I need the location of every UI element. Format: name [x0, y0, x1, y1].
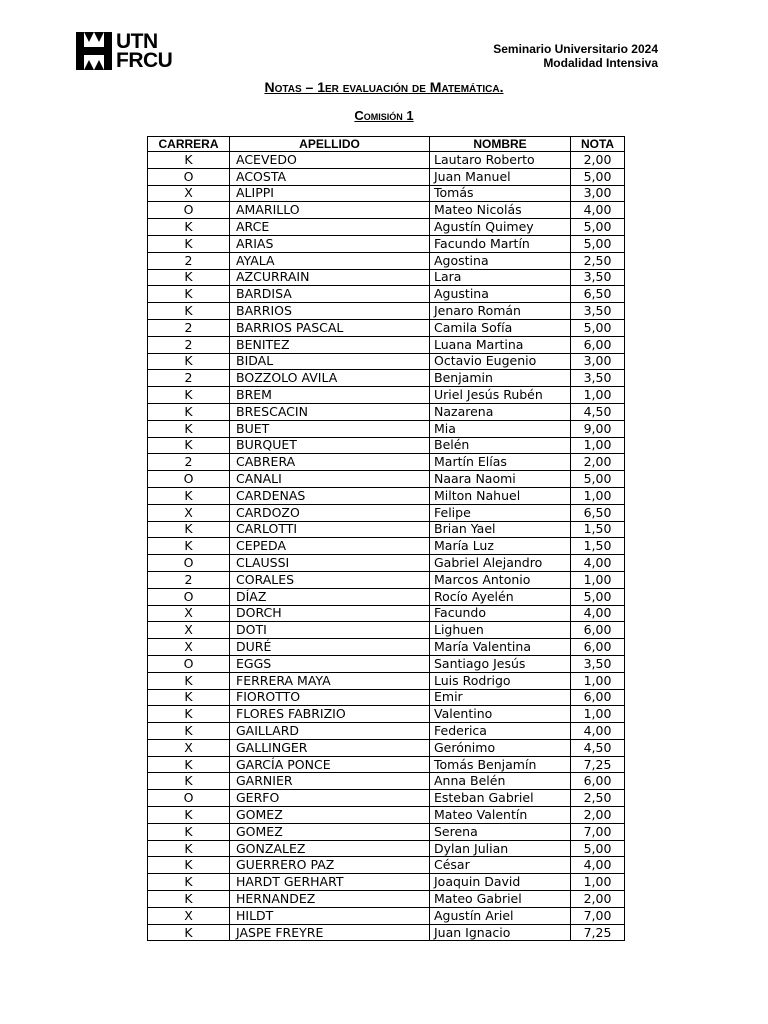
column-header-carrera: CARRERA	[148, 137, 230, 152]
cell-nota: 5,00	[571, 840, 625, 857]
cell-nota: 2,50	[571, 790, 625, 807]
cell-carrera: K	[148, 387, 230, 404]
cell-apellido: ARCE	[230, 219, 430, 236]
modality: Modalidad Intensiva	[543, 56, 658, 70]
cell-apellido: BREM	[230, 387, 430, 404]
cell-carrera: 2	[148, 336, 230, 353]
cell-nota: 3,50	[571, 655, 625, 672]
cell-nota: 5,00	[571, 588, 625, 605]
table-row	[148, 773, 625, 790]
cell-nota: 4,50	[571, 739, 625, 756]
seminar-name: Seminario Universitario 2024	[493, 42, 658, 56]
cell-nota: 4,00	[571, 857, 625, 874]
table-row	[148, 924, 625, 941]
cell-nombre: Lautaro Roberto	[430, 152, 571, 169]
cell-nombre: Belén	[430, 437, 571, 454]
cell-carrera: K	[148, 723, 230, 740]
table-row	[148, 269, 625, 286]
cell-nombre: Mateo Gabriel	[430, 891, 571, 908]
cell-carrera: O	[148, 588, 230, 605]
table-row	[148, 286, 625, 303]
cell-nota: 3,00	[571, 185, 625, 202]
cell-apellido: CANALI	[230, 471, 430, 488]
cell-carrera: 2	[148, 252, 230, 269]
cell-nombre: Jenaro Román	[430, 303, 571, 320]
table-row	[148, 152, 625, 169]
table-row	[148, 219, 625, 236]
cell-nota: 6,00	[571, 336, 625, 353]
cell-nota: 5,00	[571, 319, 625, 336]
cell-nota: 7,00	[571, 823, 625, 840]
cell-nombre: Martín Elías	[430, 454, 571, 471]
cell-apellido: AZCURRAIN	[230, 269, 430, 286]
table-row	[148, 168, 625, 185]
cell-nota: 4,50	[571, 403, 625, 420]
table-header-row	[148, 137, 625, 152]
table-row	[148, 605, 625, 622]
cell-carrera: K	[148, 823, 230, 840]
cell-apellido: BARRIOS PASCAL	[230, 319, 430, 336]
cell-carrera: X	[148, 739, 230, 756]
cell-apellido: HILDT	[230, 907, 430, 924]
cell-nombre: César	[430, 857, 571, 874]
cell-nombre: Camila Sofía	[430, 319, 571, 336]
cell-nota: 1,00	[571, 874, 625, 891]
cell-carrera: K	[148, 487, 230, 504]
cell-nombre: Luana Martina	[430, 336, 571, 353]
cell-apellido: AYALA	[230, 252, 430, 269]
cell-nombre: Octavio Eugenio	[430, 353, 571, 370]
cell-apellido: ALIPPI	[230, 185, 430, 202]
table-row	[148, 555, 625, 572]
cell-nota: 6,00	[571, 773, 625, 790]
logo-text	[116, 32, 172, 70]
cell-nota: 6,00	[571, 639, 625, 656]
cell-nombre: Mateo Nicolás	[430, 202, 571, 219]
cell-nombre: Rocío Ayelén	[430, 588, 571, 605]
cell-carrera: K	[148, 874, 230, 891]
cell-nombre: María Luz	[430, 538, 571, 555]
cell-carrera: 2	[148, 319, 230, 336]
cell-nota: 7,25	[571, 924, 625, 941]
table-row	[148, 504, 625, 521]
cell-nota: 3,50	[571, 370, 625, 387]
cell-nombre: Agostina	[430, 252, 571, 269]
cell-carrera: 2	[148, 454, 230, 471]
cell-carrera: K	[148, 807, 230, 824]
logo-text-frcu: FRCU	[116, 49, 173, 72]
cell-nombre: Juan Ignacio	[430, 924, 571, 941]
table-row	[148, 521, 625, 538]
cell-apellido: FIOROTTO	[230, 689, 430, 706]
cell-apellido: BARDISA	[230, 286, 430, 303]
logo-text-utn: UTN	[116, 30, 158, 53]
cell-carrera: K	[148, 286, 230, 303]
cell-apellido: BURQUET	[230, 437, 430, 454]
cell-nota: 2,00	[571, 152, 625, 169]
cell-nombre: Tomás Benjamín	[430, 756, 571, 773]
cell-carrera: K	[148, 353, 230, 370]
utn-emblem-icon	[76, 32, 112, 70]
cell-nota: 2,00	[571, 454, 625, 471]
cell-apellido: BUET	[230, 420, 430, 437]
cell-nombre: Marcos Antonio	[430, 571, 571, 588]
cell-nota: 4,00	[571, 202, 625, 219]
cell-carrera: K	[148, 773, 230, 790]
table-body	[148, 152, 625, 941]
cell-nota: 3,50	[571, 303, 625, 320]
cell-nombre: Valentino	[430, 706, 571, 723]
cell-apellido: CLAUSSI	[230, 555, 430, 572]
column-header-nota: NOTA	[571, 137, 625, 152]
table-row	[148, 891, 625, 908]
cell-apellido: GOMEZ	[230, 807, 430, 824]
table-row	[148, 538, 625, 555]
table-row	[148, 622, 625, 639]
cell-nota: 4,00	[571, 723, 625, 740]
cell-apellido: JASPE FREYRE	[230, 924, 430, 941]
cell-nombre: Agustín Quimey	[430, 219, 571, 236]
cell-nota: 4,00	[571, 555, 625, 572]
cell-nombre: Santiago Jesús	[430, 655, 571, 672]
table-row	[148, 639, 625, 656]
cell-carrera: 2	[148, 370, 230, 387]
table-row	[148, 471, 625, 488]
cell-apellido: HERNANDEZ	[230, 891, 430, 908]
cell-carrera: K	[148, 706, 230, 723]
cell-apellido: ACOSTA	[230, 168, 430, 185]
cell-carrera: K	[148, 437, 230, 454]
cell-nombre: Dylan Julian	[430, 840, 571, 857]
cell-apellido: ACEVEDO	[230, 152, 430, 169]
cell-nombre: Serena	[430, 823, 571, 840]
cell-carrera: X	[148, 639, 230, 656]
cell-carrera: X	[148, 907, 230, 924]
cell-carrera: K	[148, 891, 230, 908]
table-row	[148, 739, 625, 756]
cell-carrera: K	[148, 152, 230, 169]
cell-nota: 1,00	[571, 437, 625, 454]
cell-apellido: GONZALEZ	[230, 840, 430, 857]
grades-table	[147, 136, 625, 941]
cell-apellido: GALLINGER	[230, 739, 430, 756]
cell-nota: 5,00	[571, 471, 625, 488]
table-row	[148, 907, 625, 924]
table-row	[148, 370, 625, 387]
column-header-nombre: NOMBRE	[430, 137, 571, 152]
cell-nombre: Facundo Martín	[430, 235, 571, 252]
cell-nota: 1,00	[571, 487, 625, 504]
cell-apellido: BARRIOS	[230, 303, 430, 320]
table-row	[148, 756, 625, 773]
cell-carrera: X	[148, 185, 230, 202]
cell-nombre: Lara	[430, 269, 571, 286]
cell-apellido: DORCH	[230, 605, 430, 622]
cell-apellido: BOZZOLO AVILA	[230, 370, 430, 387]
cell-nombre: Agustina	[430, 286, 571, 303]
cell-carrera: K	[148, 521, 230, 538]
cell-nota: 4,00	[571, 605, 625, 622]
table-row	[148, 840, 625, 857]
cell-nota: 1,50	[571, 538, 625, 555]
cell-nombre: Esteban Gabriel	[430, 790, 571, 807]
cell-nota: 1,00	[571, 571, 625, 588]
cell-nombre: María Valentina	[430, 639, 571, 656]
cell-apellido: GOMEZ	[230, 823, 430, 840]
cell-nombre: Benjamin	[430, 370, 571, 387]
table-row	[148, 319, 625, 336]
table-row	[148, 252, 625, 269]
cell-carrera: K	[148, 420, 230, 437]
cell-carrera: 2	[148, 571, 230, 588]
cell-carrera: O	[148, 555, 230, 572]
cell-apellido: DOTI	[230, 622, 430, 639]
cell-nombre: Mia	[430, 420, 571, 437]
cell-apellido: CORALES	[230, 571, 430, 588]
cell-apellido: CARDOZO	[230, 504, 430, 521]
cell-apellido: AMARILLO	[230, 202, 430, 219]
table-row	[148, 437, 625, 454]
cell-nota: 3,50	[571, 269, 625, 286]
cell-apellido: BENITEZ	[230, 336, 430, 353]
table-row	[148, 336, 625, 353]
table-row	[148, 823, 625, 840]
table-row	[148, 655, 625, 672]
table-row	[148, 185, 625, 202]
cell-apellido: DÍAZ	[230, 588, 430, 605]
cell-carrera: O	[148, 202, 230, 219]
cell-nota: 1,00	[571, 706, 625, 723]
cell-nombre: Facundo	[430, 605, 571, 622]
table-row	[148, 303, 625, 320]
cell-nota: 9,00	[571, 420, 625, 437]
cell-carrera: K	[148, 403, 230, 420]
cell-apellido: CARLOTTI	[230, 521, 430, 538]
table-row	[148, 420, 625, 437]
cell-nombre: Luis Rodrigo	[430, 672, 571, 689]
cell-nombre: Uriel Jesús Rubén	[430, 387, 571, 404]
cell-apellido: EGGS	[230, 655, 430, 672]
cell-nota: 5,00	[571, 219, 625, 236]
table-row	[148, 706, 625, 723]
cell-carrera: K	[148, 756, 230, 773]
cell-apellido: DURÉ	[230, 639, 430, 656]
cell-nombre: Brian Yael	[430, 521, 571, 538]
table-row	[148, 454, 625, 471]
cell-nota: 1,00	[571, 672, 625, 689]
cell-carrera: K	[148, 269, 230, 286]
cell-nombre: Gerónimo	[430, 739, 571, 756]
cell-nota: 3,00	[571, 353, 625, 370]
cell-nota: 6,00	[571, 622, 625, 639]
cell-nombre: Milton Nahuel	[430, 487, 571, 504]
cell-nota: 1,50	[571, 521, 625, 538]
cell-apellido: GUERRERO PAZ	[230, 857, 430, 874]
cell-nota: 7,25	[571, 756, 625, 773]
table-row	[148, 672, 625, 689]
cell-nombre: Naara Naomi	[430, 471, 571, 488]
table-row	[148, 571, 625, 588]
cell-nota: 7,00	[571, 907, 625, 924]
cell-nombre: Lighuen	[430, 622, 571, 639]
cell-nombre: Anna Belén	[430, 773, 571, 790]
table-row	[148, 202, 625, 219]
cell-nombre: Gabriel Alejandro	[430, 555, 571, 572]
cell-carrera: X	[148, 504, 230, 521]
cell-nombre: Juan Manuel	[430, 168, 571, 185]
page-title: Notas – 1er evaluación de Matemática.	[264, 79, 504, 95]
cell-nota: 6,00	[571, 689, 625, 706]
table-row	[148, 807, 625, 824]
cell-apellido: BRESCACIN	[230, 403, 430, 420]
cell-carrera: K	[148, 689, 230, 706]
cell-nombre: Emir	[430, 689, 571, 706]
cell-apellido: BIDAL	[230, 353, 430, 370]
table-row	[148, 387, 625, 404]
cell-carrera: X	[148, 622, 230, 639]
cell-nombre: Felipe	[430, 504, 571, 521]
cell-nombre: Nazarena	[430, 403, 571, 420]
cell-carrera: K	[148, 219, 230, 236]
cell-nota: 6,50	[571, 504, 625, 521]
table-row	[148, 723, 625, 740]
table-row	[148, 403, 625, 420]
table-row	[148, 874, 625, 891]
cell-nombre: Joaquin David	[430, 874, 571, 891]
cell-carrera: O	[148, 790, 230, 807]
utn-logo	[76, 32, 172, 70]
cell-nombre: Tomás	[430, 185, 571, 202]
cell-carrera: O	[148, 655, 230, 672]
header-info	[493, 42, 658, 70]
table-row	[148, 487, 625, 504]
cell-apellido: GARNIER	[230, 773, 430, 790]
cell-apellido: HARDT GERHART	[230, 874, 430, 891]
cell-apellido: CABRERA	[230, 454, 430, 471]
cell-apellido: CEPEDA	[230, 538, 430, 555]
cell-nota: 2,50	[571, 252, 625, 269]
cell-carrera: K	[148, 857, 230, 874]
cell-carrera: K	[148, 672, 230, 689]
table-row	[148, 235, 625, 252]
cell-nota: 5,00	[571, 168, 625, 185]
cell-nota: 2,00	[571, 891, 625, 908]
table-row	[148, 588, 625, 605]
cell-carrera: K	[148, 538, 230, 555]
cell-carrera: K	[148, 840, 230, 857]
cell-nombre: Agustín Ariel	[430, 907, 571, 924]
cell-apellido: FERRERA MAYA	[230, 672, 430, 689]
cell-apellido: FLORES FABRIZIO	[230, 706, 430, 723]
cell-nota: 6,50	[571, 286, 625, 303]
cell-nota: 5,00	[571, 235, 625, 252]
cell-carrera: O	[148, 471, 230, 488]
cell-apellido: GAILLARD	[230, 723, 430, 740]
cell-carrera: K	[148, 235, 230, 252]
cell-nota: 2,00	[571, 807, 625, 824]
table-row	[148, 790, 625, 807]
cell-nota: 1,00	[571, 387, 625, 404]
cell-apellido: ARIAS	[230, 235, 430, 252]
table-row	[148, 689, 625, 706]
cell-apellido: GERFO	[230, 790, 430, 807]
cell-carrera: O	[148, 168, 230, 185]
cell-carrera: K	[148, 303, 230, 320]
table-row	[148, 353, 625, 370]
table-row	[148, 857, 625, 874]
cell-carrera: X	[148, 605, 230, 622]
cell-nombre: Federica	[430, 723, 571, 740]
cell-nombre: Mateo Valentín	[430, 807, 571, 824]
cell-carrera: K	[148, 924, 230, 941]
commission-subtitle: Comisión 1	[354, 108, 414, 123]
cell-apellido: CARDENAS	[230, 487, 430, 504]
cell-apellido: GARCÍA PONCE	[230, 756, 430, 773]
column-header-apellido: APELLIDO	[230, 137, 430, 152]
